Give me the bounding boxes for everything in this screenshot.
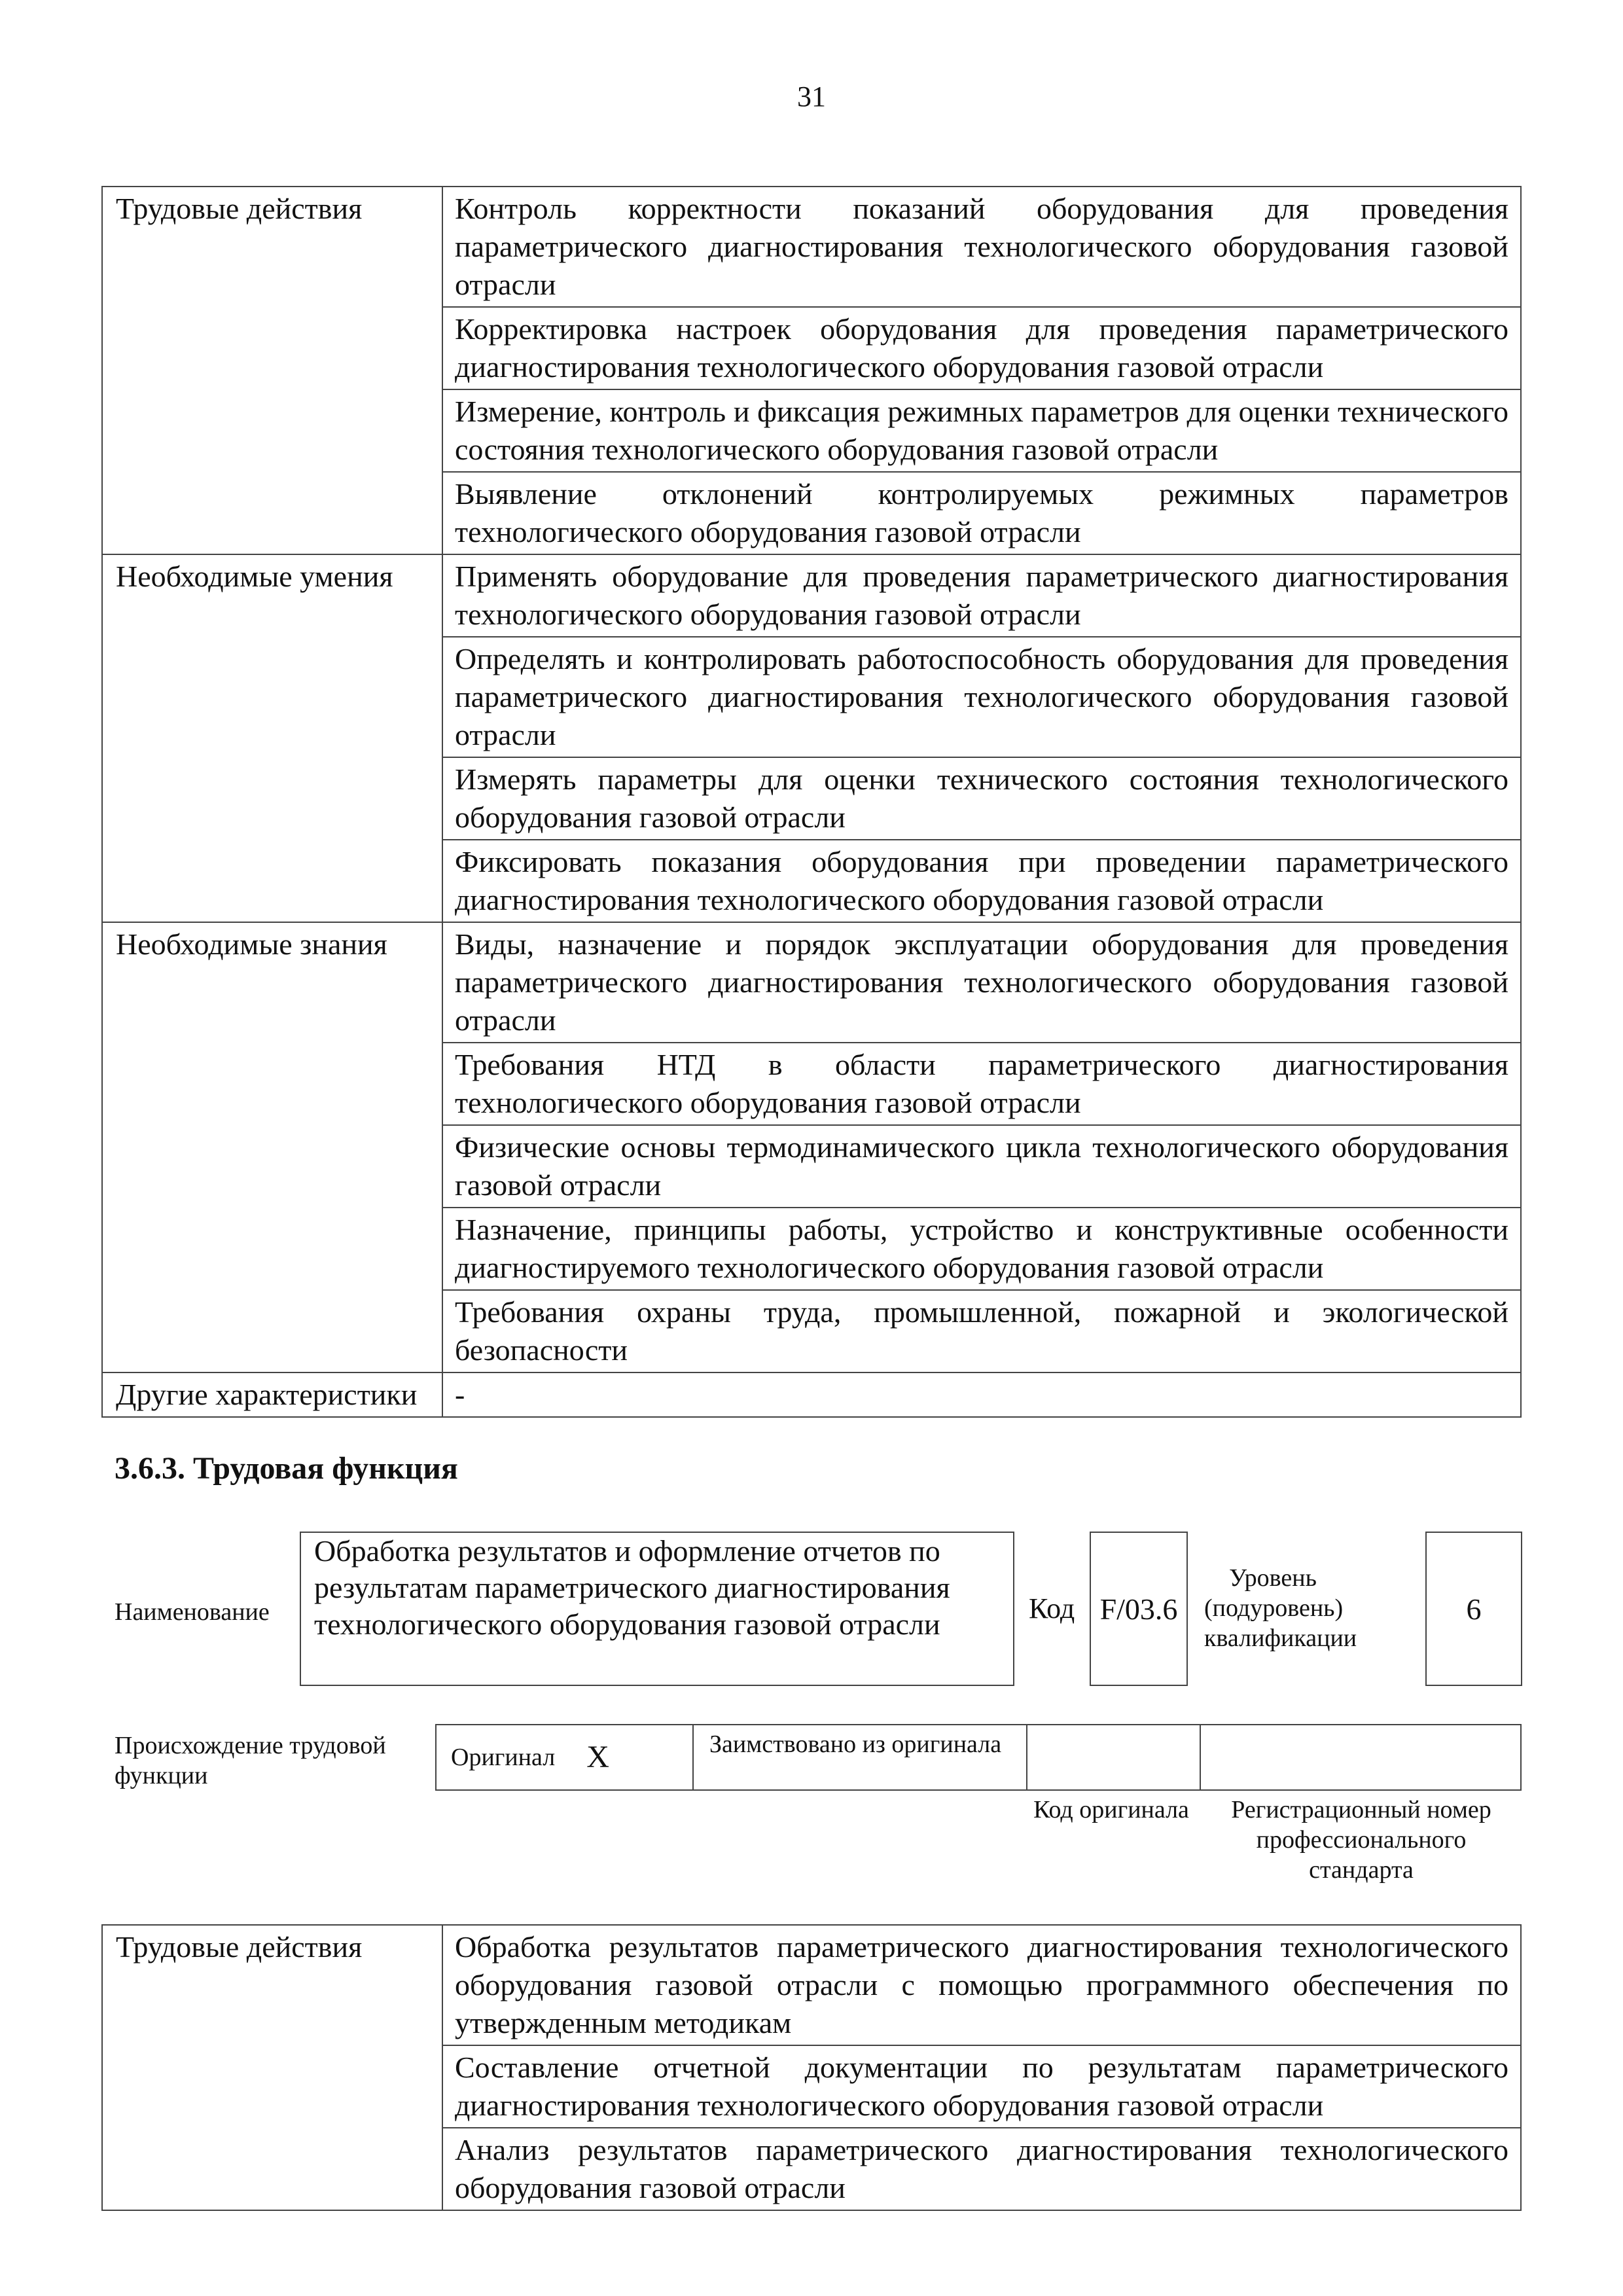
row-label-labor-actions: Трудовые действия xyxy=(102,1925,442,2210)
original-label: Оригинал xyxy=(451,1744,556,1771)
table-cell: Контроль корректности показаний оборудования для проведения параметрического диагностирования технологического оборудования газовой отрасли xyxy=(442,187,1521,307)
origin-original-cell xyxy=(437,1725,694,1789)
table-cell: Измерение, контроль и фиксация режимных параметров для оценки технического состояния технологического оборудования газовой отрасли xyxy=(442,389,1521,472)
original-code-caption: Код оригинала xyxy=(1033,1796,1189,1823)
table-cell: Составление отчетной документации по результатам параметрического диагностирования технологического оборудования газовой отрасли xyxy=(442,2045,1521,2128)
row-label-other-characteristics: Другие характеристики xyxy=(102,1372,442,1417)
row-label-labor-actions: Трудовые действия xyxy=(102,187,442,554)
table-cell: Назначение, принципы работы, устройство и конструктивные особенности диагностируемого технологического оборудования газовой отрасли xyxy=(442,1208,1521,1290)
table-cell: Физические основы термодинамического цикла технологического оборудования газовой отрасли xyxy=(442,1125,1521,1208)
registration-number-caption: Регистрационный номер профессионального стандарта xyxy=(1231,1796,1491,1884)
table-cell: Выявление отклонений контролируемых режимных параметров технологического оборудования газовой отрасли xyxy=(442,472,1521,554)
table-cell: Виды, назначение и порядок эксплуатации оборудования для проведения параметрического диагностирования технологического оборудования газовой отрасли xyxy=(442,922,1521,1043)
table-row xyxy=(102,922,1521,1043)
section-heading: 3.6.3. Трудовая функция xyxy=(115,1451,458,1486)
competency-table xyxy=(101,186,1522,1418)
origin-row xyxy=(435,1724,1522,1791)
table-cell: Требования НТД в области параметрического диагностирования технологического оборудования газовой отрасли xyxy=(442,1043,1521,1125)
registration-number-cell xyxy=(1201,1725,1520,1789)
table-cell: Требования охраны труда, промышленной, пожарной и экологической безопасности xyxy=(442,1290,1521,1372)
table-cell: Измерять параметры для оценки технического состояния технологического оборудования газовой отрасли xyxy=(442,757,1521,840)
original-mark: X xyxy=(586,1740,609,1774)
origin-label: Происхождение трудовой функции xyxy=(115,1732,386,1789)
borrowed-label: Заимствовано из оригинала xyxy=(694,1725,1027,1789)
name-label: Наименование xyxy=(115,1598,270,1626)
table-row xyxy=(102,1372,1521,1417)
code-label: Код xyxy=(1029,1592,1075,1624)
page-number: 31 xyxy=(797,81,826,113)
labor-actions-table xyxy=(101,1924,1522,2211)
table-cell: Определять и контролировать работоспособность оборудования для проведения параметрического диагностирования технологического оборудования газовой отрасли xyxy=(442,637,1521,757)
table-cell: Корректировка настроек оборудования для проведения параметрического диагностирования технологического оборудования газовой отрасли xyxy=(442,307,1521,389)
table-cell: Применять оборудование для проведения параметрического диагностирования технологического оборудования газовой отрасли xyxy=(442,554,1521,637)
row-label-required-skills: Необходимые умения xyxy=(102,554,442,922)
row-label-required-knowledge: Необходимые знания xyxy=(102,922,442,1372)
table-row xyxy=(102,554,1521,637)
qualification-level-box: 6 xyxy=(1425,1532,1522,1686)
qualification-level-label: Уровень (подуровень) квалификации xyxy=(1204,1564,1357,1652)
table-cell: Обработка результатов параметрического диагностирования технологического оборудования газовой отрасли с помощью программного обеспечения по утвержденным методикам xyxy=(442,1925,1521,2045)
function-name-box: Обработка результатов и оформление отчетов по результатам параметрического диагностирования технологического оборудования газовой отрасли xyxy=(300,1532,1014,1686)
table-cell: - xyxy=(442,1372,1521,1417)
code-value-box: F/03.6 xyxy=(1090,1532,1188,1686)
table-row xyxy=(102,1925,1521,2045)
table-cell: Фиксировать показания оборудования при проведении параметрического диагностирования технологического оборудования газовой отрасли xyxy=(442,840,1521,922)
table-cell: Анализ результатов параметрического диагностирования технологического оборудования газовой отрасли xyxy=(442,2128,1521,2210)
table-row xyxy=(102,187,1521,307)
original-code-cell xyxy=(1027,1725,1201,1789)
